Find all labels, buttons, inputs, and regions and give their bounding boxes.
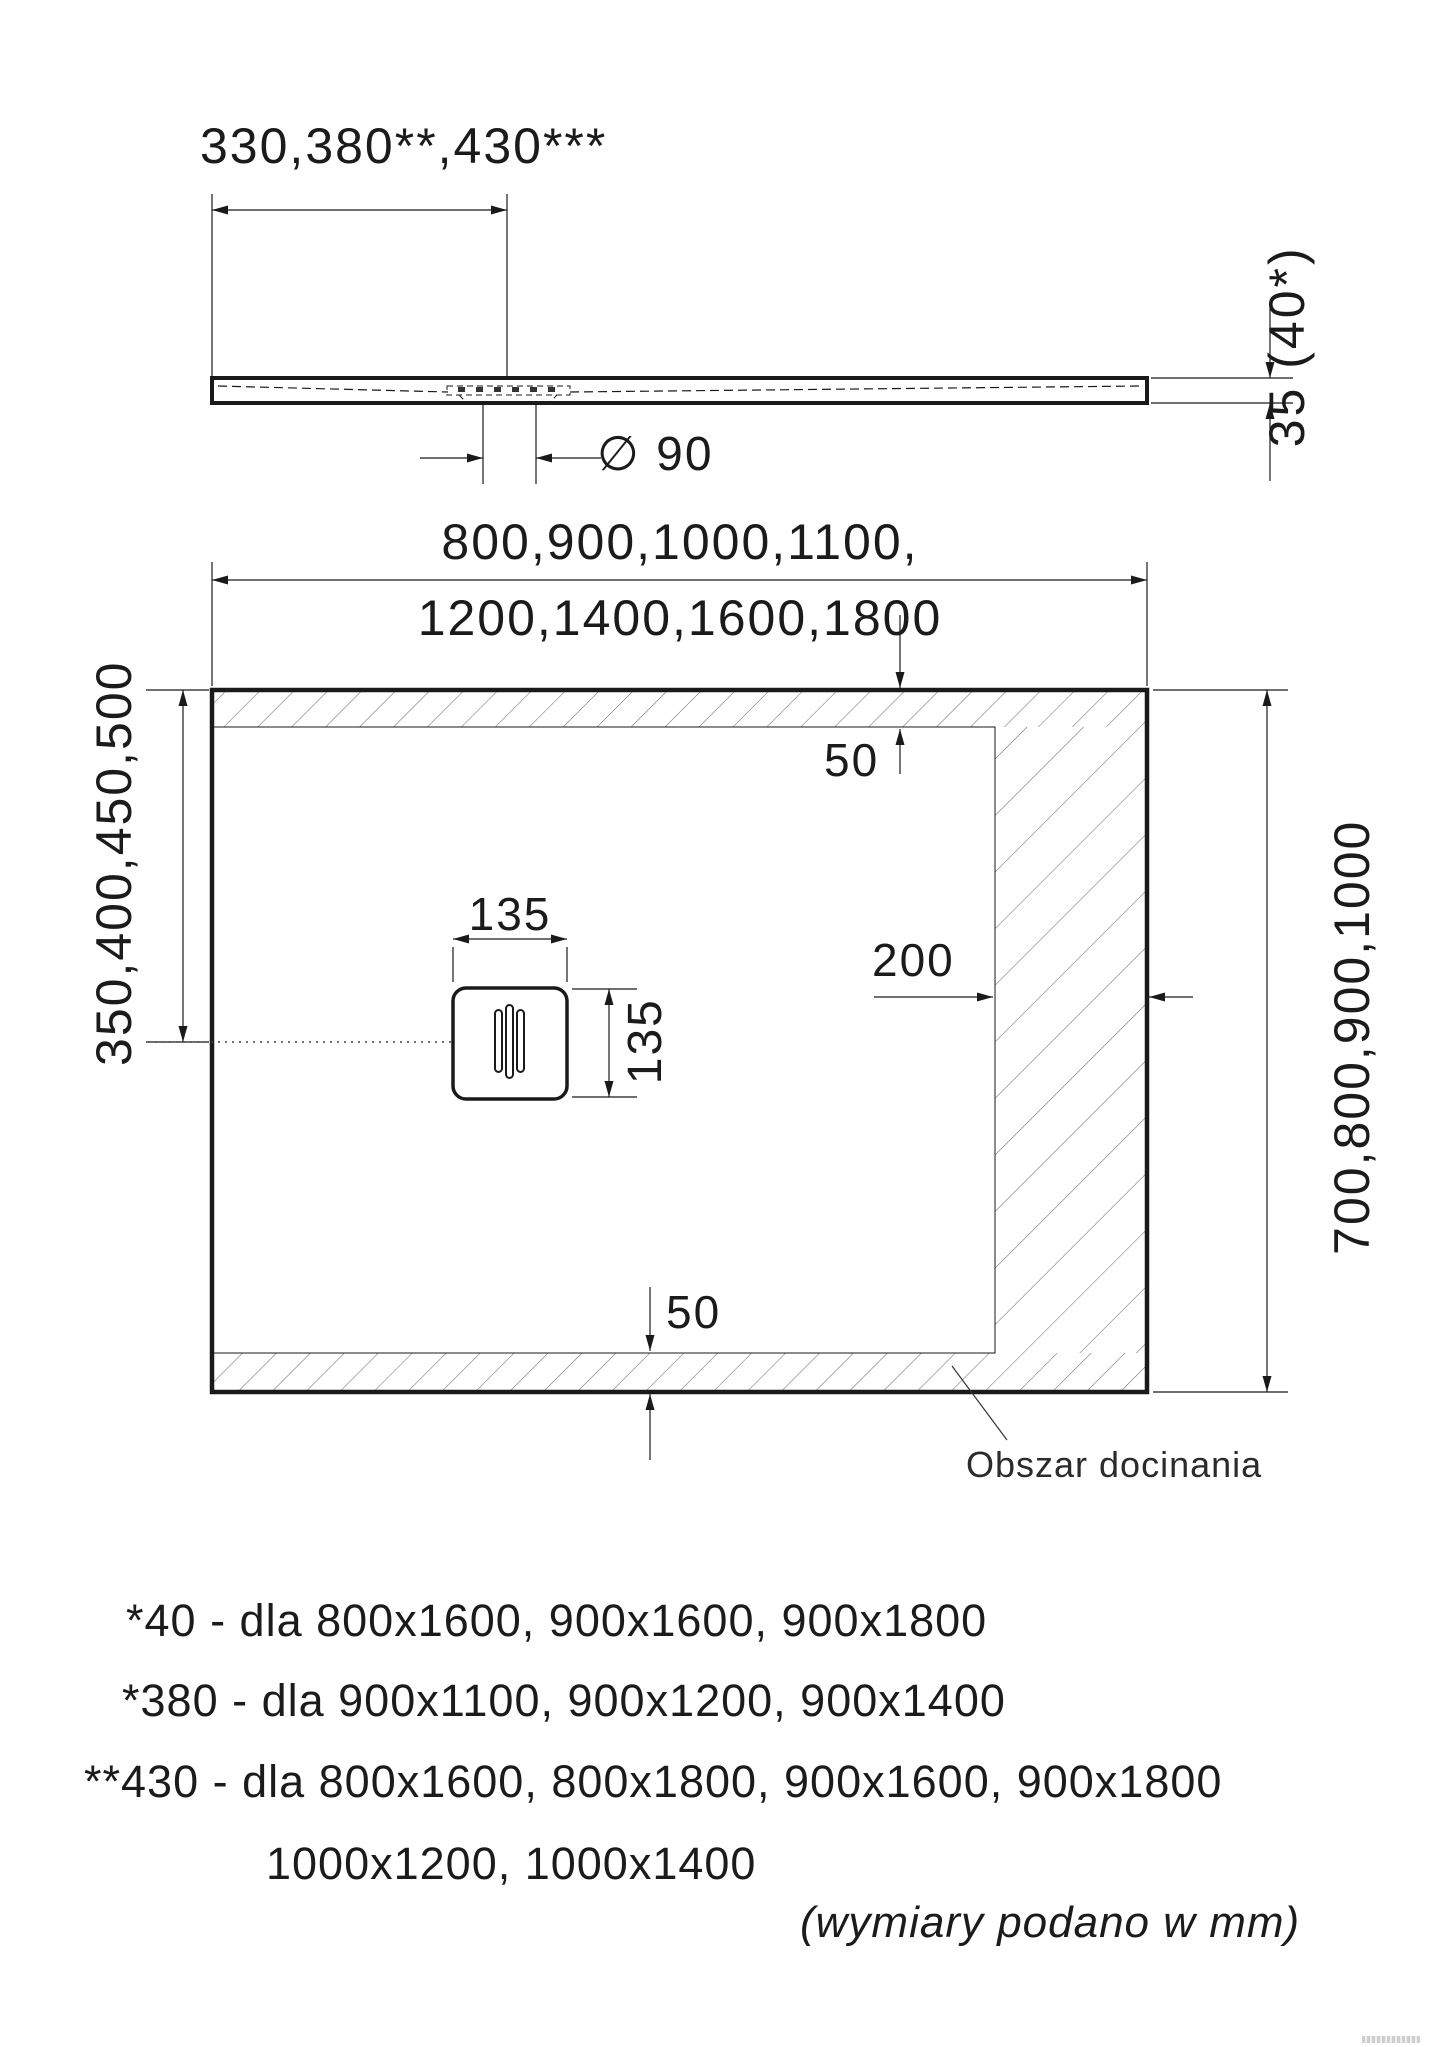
left-offset-dimension-label: 350,400,450,500 <box>85 660 142 1066</box>
trim-area-label: Obszar docinania <box>966 1444 1263 1485</box>
units-note: (wymiary podano w mm) <box>800 1898 1301 1947</box>
tray-profile-outline <box>212 378 1147 403</box>
footnote-430-continued: 1000x1200, 1000x1400 <box>266 1838 757 1889</box>
top-margin-dimension-label: 50 <box>824 734 880 786</box>
trim-area-inner-boundary <box>214 727 995 1353</box>
tray-height-dimension-label: 35 (40*) <box>1258 245 1315 448</box>
plan-height-dimension-label: 700,800,900,1000 <box>1323 819 1380 1255</box>
footnote-430: **430 - dla 800x1600, 800x1800, 900x1600, 900x1800 <box>84 1756 1223 1807</box>
drain-width-dimension-label: 135 <box>468 888 552 940</box>
drain-diameter-dimension-label: ∅ 90 <box>597 428 714 481</box>
hatch-band-top <box>214 692 1145 727</box>
hatch-band-right <box>995 727 1145 1353</box>
footnote-380: *380 - dla 900x1100, 900x1200, 900x1400 <box>122 1675 1006 1726</box>
drain-height-dimension-label: 135 <box>618 998 672 1085</box>
hatch-band-bottom <box>214 1353 1145 1390</box>
plan-width-dimension-label-line2: 1200,1400,1600,1800 <box>417 590 943 646</box>
right-margin-dimension-label: 200 <box>872 934 955 986</box>
bottom-margin-dimension-label: 50 <box>666 1286 722 1338</box>
side-view <box>212 194 1293 484</box>
drain-offset-dimension-label: 330,380**,430*** <box>200 118 608 174</box>
footnote-40: *40 - dla 800x1600, 900x1600, 900x1800 <box>126 1595 988 1646</box>
watermark <box>1362 2036 1420 2043</box>
plan-width-dimension-label-line1: 800,900,1000,1100, <box>441 514 919 570</box>
